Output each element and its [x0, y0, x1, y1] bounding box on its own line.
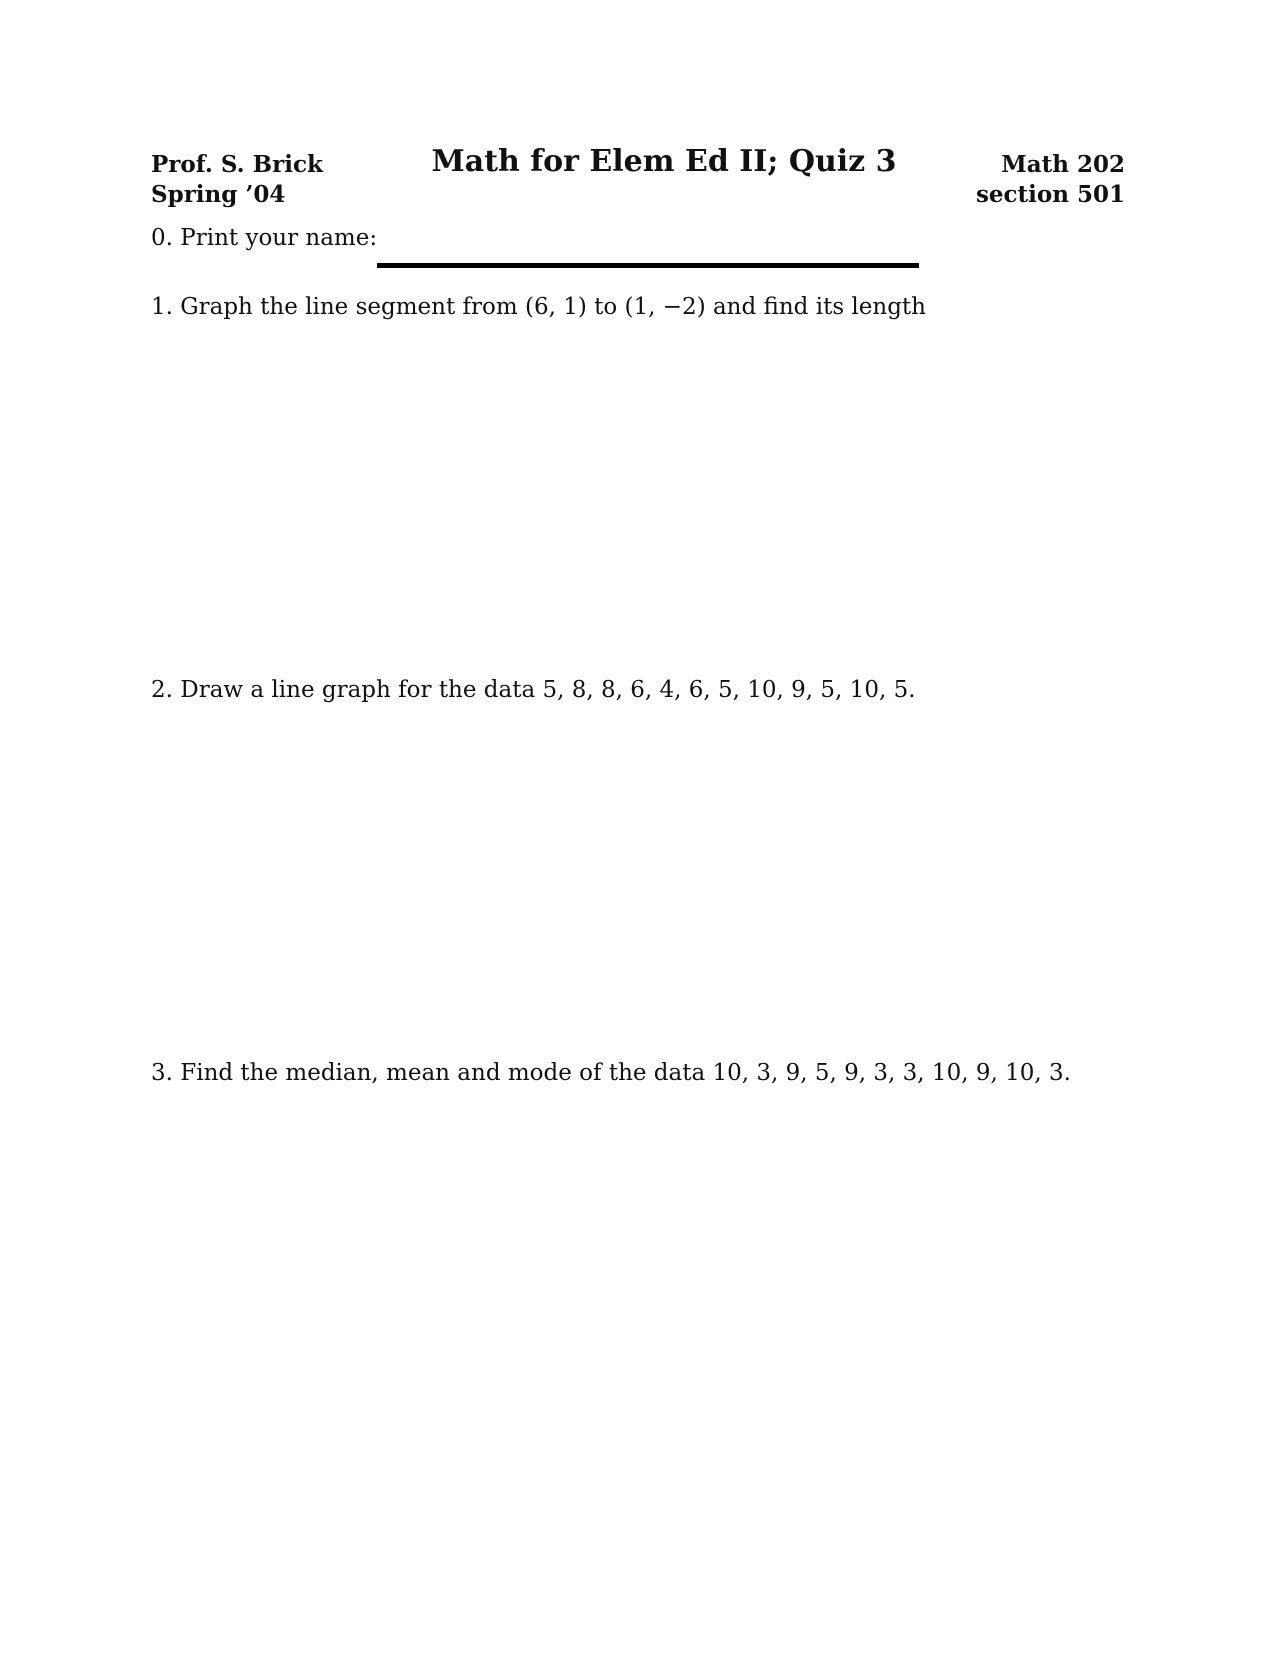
name-answer-line[interactable]	[377, 263, 919, 268]
instructor-name: Prof. S. Brick	[151, 151, 323, 178]
course-number: Math 202	[1001, 151, 1125, 178]
question-3: 3. Find the median, mean and mode of the data 10, 3, 9, 5, 9, 3, 3, 10, 9, 10, 3.	[151, 1060, 1071, 1086]
question-1: 1. Graph the line segment from (6, 1) to (1, −2) and find its length	[151, 294, 926, 320]
term: Spring ’04	[151, 181, 286, 208]
page-title: Math for Elem Ed II; Quiz 3	[431, 144, 897, 179]
course-section: section 501	[975, 181, 1125, 208]
question-2: 2. Draw a line graph for the data 5, 8, 8, 6, 4, 6, 5, 10, 9, 5, 10, 5.	[151, 677, 916, 703]
question-0: 0. Print your name:	[151, 225, 378, 251]
